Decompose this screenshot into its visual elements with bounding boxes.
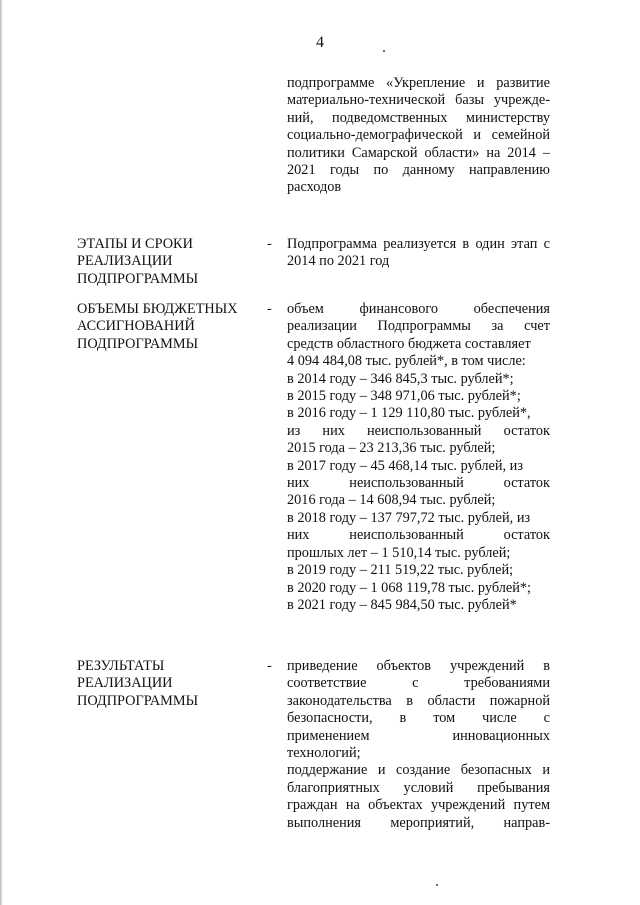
text-line: в 2017 году – 45 468,14 тыс. рублей, из [287, 457, 523, 474]
section-heading-budget [77, 301, 267, 353]
text-line: в 2014 году – 346 845,3 тыс. рублей*; [287, 370, 514, 387]
text-line: Подпрограмма реализуется в один этап с [287, 236, 550, 252]
section-dash: - [267, 236, 272, 252]
text-line: граждан на объектах учреждений путем [287, 797, 550, 814]
text-line: применением инновационных [287, 727, 550, 744]
text-line: 2015 года – 23 213,36 тыс. рублей; [287, 440, 496, 457]
section-heading-results [77, 658, 267, 710]
heading-line: РЕАЛИЗАЦИИ [77, 253, 173, 270]
text-line: приведение объектов учреждений в [287, 658, 550, 674]
scan-speck [436, 884, 438, 886]
section-dash: - [267, 658, 272, 674]
heading-line: ЭТАПЫ И СРОКИ [77, 236, 193, 252]
heading-line: ОБЪЕМЫ БЮДЖЕТНЫХ [77, 301, 238, 317]
scan-edge [0, 0, 3, 905]
text-line: в 2018 году – 137 797,72 тыс. рублей, из [287, 509, 531, 526]
text-line: 2021 годы по данному направлению [287, 162, 550, 179]
text-line: расходов [287, 179, 342, 196]
text-line: соответствие с требованиями [287, 675, 550, 692]
text-line: поддержание и создание безопасных и [287, 762, 550, 779]
heading-line: ПОДПРОГРАММЫ [77, 692, 199, 709]
text-line: прошлых лет – 1 510,14 тыс. рублей; [287, 544, 511, 561]
heading-line: РЕЗУЛЬТАТЫ [77, 658, 165, 674]
text-line: 2016 года – 14 608,94 тыс. рублей; [287, 492, 496, 509]
section-body-budget [287, 301, 550, 614]
section-heading-stages [77, 236, 267, 288]
text-line: них неиспользованный остаток [287, 527, 550, 544]
text-line: реализации Подпрограммы за счет [287, 318, 550, 335]
heading-line: АССИГНОВАНИЙ [77, 318, 195, 335]
section-body-stages [287, 236, 550, 271]
text-line: ний, подведомственных министерству [287, 109, 550, 126]
text-line: 4 094 484,08 тыс. рублей*, в том числе: [287, 353, 526, 370]
text-line: социально-демографической и семейной [287, 127, 550, 144]
text-line: в 2016 году – 1 129 110,80 тыс. рублей*, [287, 405, 531, 422]
text-line: материально-технической базы учрежде- [287, 92, 550, 109]
text-line: политики Самарской области» на 2014 – [287, 144, 550, 161]
text-line: в 2015 году – 348 971,06 тыс. рублей*; [287, 388, 521, 405]
section-body-results [287, 658, 550, 832]
text-line: технологий; [287, 745, 361, 762]
heading-line: ПОДПРОГРАММЫ [77, 335, 199, 352]
text-line: них неиспользованный остаток [287, 475, 550, 492]
scan-speck [383, 50, 385, 52]
text-line: выполнения мероприятий, направ- [287, 814, 550, 831]
text-line: в 2021 году – 845 984,50 тыс. рублей* [287, 596, 517, 613]
intro-paragraph [287, 75, 550, 197]
heading-line: ПОДПРОГРАММЫ [77, 270, 199, 287]
text-line: безопасности, в том числе с [287, 710, 550, 727]
page-number: 4 [316, 34, 324, 51]
text-line: подпрограмме «Укрепление и развитие [287, 75, 550, 91]
text-line: в 2020 году – 1 068 119,78 тыс. рублей*; [287, 579, 531, 596]
text-line: средств областного бюджета составляет [287, 335, 531, 352]
text-line: из них неиспользованный остаток [287, 422, 550, 439]
text-line: объем финансового обеспечения [287, 301, 550, 317]
text-line: в 2019 году – 211 519,22 тыс. рублей; [287, 562, 514, 579]
heading-line: РЕАЛИЗАЦИИ [77, 675, 173, 692]
text-line: законодательства в области пожарной [287, 692, 550, 709]
text-line: 2014 по 2021 год [287, 253, 390, 270]
text-line: благоприятных условий пребывания [287, 779, 550, 796]
section-dash: - [267, 301, 272, 317]
